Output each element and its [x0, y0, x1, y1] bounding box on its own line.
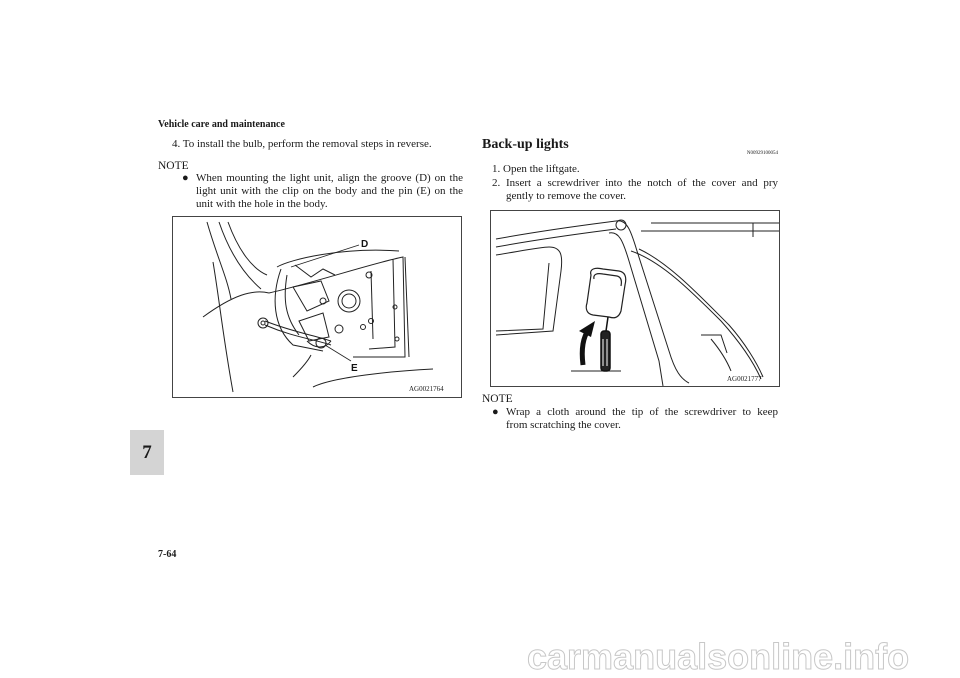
- liftgate-illustration: [491, 211, 779, 386]
- step-2-line-1: 2. Insert a screwdriver into the notch of the cover and pry: [492, 177, 778, 189]
- page-number: 7-64: [158, 549, 177, 560]
- note-text-line-1: When mounting the light unit, align the groove (D) on the: [196, 172, 463, 184]
- chapter-tab: 7: [130, 430, 164, 475]
- step-2-line-2: gently to remove the cover.: [506, 190, 627, 202]
- taillight-illustration: [173, 217, 461, 397]
- figure-code: AG0021777: [727, 375, 762, 383]
- note-text-line-2: light unit with the clip on the body and the pin (E) on the: [196, 185, 463, 197]
- watermark-text: carmanualsonline.info: [527, 637, 910, 677]
- taillight-mounting-figure: [172, 216, 462, 398]
- note-text-line-3: unit with the hole in the body.: [196, 198, 328, 210]
- site-watermark: [527, 637, 957, 677]
- callout-e: E: [351, 363, 358, 374]
- note-bullet: ●: [182, 172, 189, 184]
- note-text-line-2: from scratching the cover.: [506, 419, 621, 431]
- callout-d: D: [361, 239, 369, 250]
- note-label: NOTE: [158, 160, 189, 172]
- note-text-line-1: Wrap a cloth around the tip of the screwdriver to keep: [506, 406, 778, 418]
- section-title: Back-up lights: [482, 137, 569, 152]
- step-4: 4. To install the bulb, perform the removal steps in reverse.: [172, 138, 432, 150]
- note-bullet: ●: [492, 406, 499, 418]
- liftgate-cover-figure: [490, 210, 780, 387]
- section-code: N00929100054: [746, 151, 778, 156]
- figure-code: AG0021764: [409, 385, 444, 393]
- step-1: 1. Open the liftgate.: [492, 163, 580, 175]
- note-label: NOTE: [482, 393, 513, 405]
- running-header: Vehicle care and maintenance: [158, 119, 285, 130]
